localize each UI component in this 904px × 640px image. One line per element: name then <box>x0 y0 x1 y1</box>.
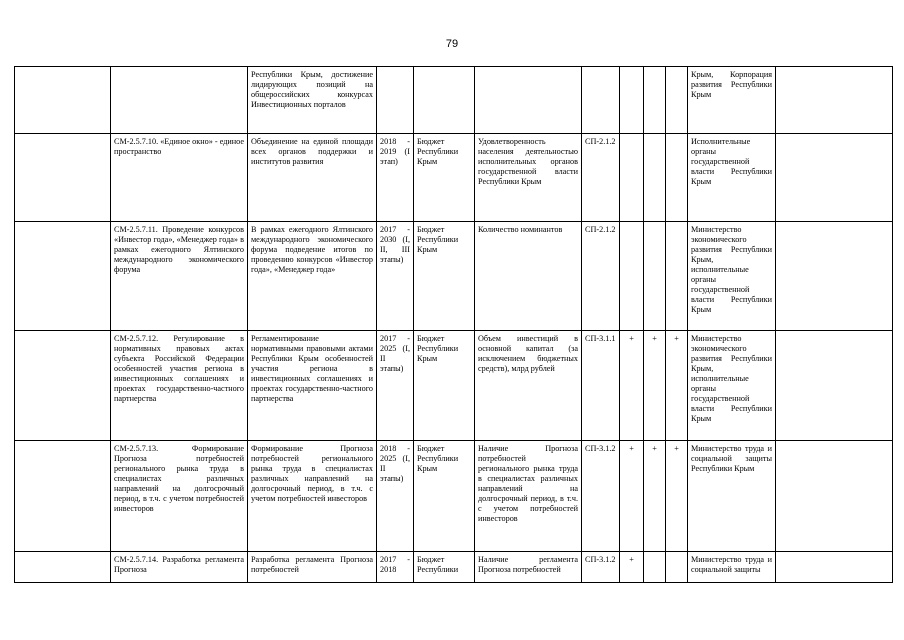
source-cell: Бюджет Республики Крым <box>414 441 475 552</box>
code-cell: СП-3.1.1 <box>582 331 620 441</box>
mark-cell-1: + <box>620 552 644 583</box>
executor-cell: Министерство труда и социальной защиты <box>688 552 776 583</box>
executor-cell: Исполнительные органы государственной власти Республики Крым <box>688 134 776 222</box>
blank-cell <box>15 134 111 222</box>
measure-cell: СМ-2.5.7.10. «Единое окно» - единое пространство <box>111 134 248 222</box>
measure-cell: СМ-2.5.7.14. Разработка регламента Прогноза <box>111 552 248 583</box>
mark-cell-2 <box>644 67 666 134</box>
mark-cell-2 <box>644 552 666 583</box>
content-cell: Регламентирование нормативными правовыми актами Республики Крым особенностей участия региона в инвестиционных соглашениях и проектах государственно-частного партнерства <box>248 331 377 441</box>
blank-cell <box>776 134 893 222</box>
period-cell: 2018 - 2019 (I этап) <box>377 134 414 222</box>
indicator-cell: Количество номинантов <box>475 222 582 331</box>
content-cell: Объединение на единой площади всех органов поддержки и институтов развития <box>248 134 377 222</box>
blank-cell <box>15 441 111 552</box>
mark-cell-3 <box>666 67 688 134</box>
mark-cell-3: + <box>666 441 688 552</box>
mark-cell-1 <box>620 67 644 134</box>
table-row <box>15 222 893 331</box>
measure-cell <box>111 67 248 134</box>
mark-cell-1 <box>620 222 644 331</box>
executor-cell: Министерство экономического развития Республики Крым, исполнительные органы государственной власти Республики Крым <box>688 331 776 441</box>
code-cell: СП-2.1.2 <box>582 134 620 222</box>
blank-cell <box>776 552 893 583</box>
content-cell: В рамках ежегодного Ялтинского международного экономического форума подведение итогов по проведению конкурсов «Инвестор года», «Менеджер года» <box>248 222 377 331</box>
table-row <box>15 134 893 222</box>
mark-cell-3: + <box>666 331 688 441</box>
executor-cell: Министерство труда и социальной защиты Республики Крым <box>688 441 776 552</box>
indicator-cell: Объем инвестиций в основной капитал (за исключением бюджетных средств), млрд рублей <box>475 331 582 441</box>
source-cell: Бюджет Республики Крым <box>414 331 475 441</box>
source-cell: Бюджет Республики <box>414 552 475 583</box>
blank-cell <box>15 331 111 441</box>
table-body <box>15 67 893 583</box>
mark-cell-2 <box>644 222 666 331</box>
code-cell <box>582 67 620 134</box>
measures-table <box>14 66 893 583</box>
blank-cell <box>776 67 893 134</box>
source-cell: Бюджет Республики Крым <box>414 134 475 222</box>
source-cell <box>414 67 475 134</box>
blank-cell <box>776 222 893 331</box>
mark-cell-1: + <box>620 331 644 441</box>
measure-cell: СМ-2.5.7.13. Формирование Прогноза потребностей регионального рынка труда в специалистах различных направлений на долгосрочный период, в т.ч. с учетом потребностей инвесторов <box>111 441 248 552</box>
content-cell: Республики Крым, достижение лидирующих позиций на общероссийских конкурсах Инвестиционных порталов <box>248 67 377 134</box>
blank-cell <box>15 552 111 583</box>
mark-cell-1: + <box>620 441 644 552</box>
executor-cell: Крым, Корпорация развития Республики Крым <box>688 67 776 134</box>
page-number: 79 <box>445 38 459 50</box>
mark-cell-2 <box>644 134 666 222</box>
indicator-cell: Удовлетворенность населения деятельностью исполнительных органов государственной власти Республики Крым <box>475 134 582 222</box>
table-row <box>15 552 893 583</box>
indicator-cell: Наличие регламента Прогноза потребностей <box>475 552 582 583</box>
indicator-cell: Наличие Прогноза потребностей регионального рынка труда в специалистах различных направлений на долгосрочный период, в т.ч. с учетом потребностей инвесторов <box>475 441 582 552</box>
measure-cell: СМ-2.5.7.11. Проведение конкурсов «Инвестор года», «Менеджер года» в рамках ежегодного Ялтинского международного экономического форума <box>111 222 248 331</box>
mark-cell-3 <box>666 552 688 583</box>
blank-cell <box>15 67 111 134</box>
indicator-cell <box>475 67 582 134</box>
measure-cell: СМ-2.5.7.12. Регулирование в нормативных правовых актах субъекта Российской Федерации особенностей участия региона в инвестиционных соглашениях и проектах государственно-частного партнерства <box>111 331 248 441</box>
code-cell: СП-2.1.2 <box>582 222 620 331</box>
content-cell: Разработка регламента Прогноза потребностей <box>248 552 377 583</box>
period-cell: 2017 - 2018 <box>377 552 414 583</box>
code-cell: СП-3.1.2 <box>582 552 620 583</box>
mark-cell-2: + <box>644 441 666 552</box>
executor-cell: Министерство экономического развития Республики Крым, исполнительные органы государственной власти Республики Крым <box>688 222 776 331</box>
mark-cell-2: + <box>644 331 666 441</box>
table-row <box>15 331 893 441</box>
mark-cell-3 <box>666 134 688 222</box>
period-cell: 2017 - 2030 (I, II, III этапы) <box>377 222 414 331</box>
blank-cell <box>776 441 893 552</box>
mark-cell-3 <box>666 222 688 331</box>
period-cell <box>377 67 414 134</box>
period-cell: 2017 - 2025 (I, II этапы) <box>377 331 414 441</box>
period-cell: 2018 - 2025 (I, II этапы) <box>377 441 414 552</box>
mark-cell-1 <box>620 134 644 222</box>
source-cell: Бюджет Республики Крым <box>414 222 475 331</box>
table-row <box>15 67 893 134</box>
table-row <box>15 441 893 552</box>
blank-cell <box>776 331 893 441</box>
code-cell: СП-3.1.2 <box>582 441 620 552</box>
content-cell: Формирование Прогноза потребностей регионального рынка труда в специалистах различных направлений на долгосрочный период, в т.ч. с учетом потребностей инвесторов <box>248 441 377 552</box>
blank-cell <box>15 222 111 331</box>
